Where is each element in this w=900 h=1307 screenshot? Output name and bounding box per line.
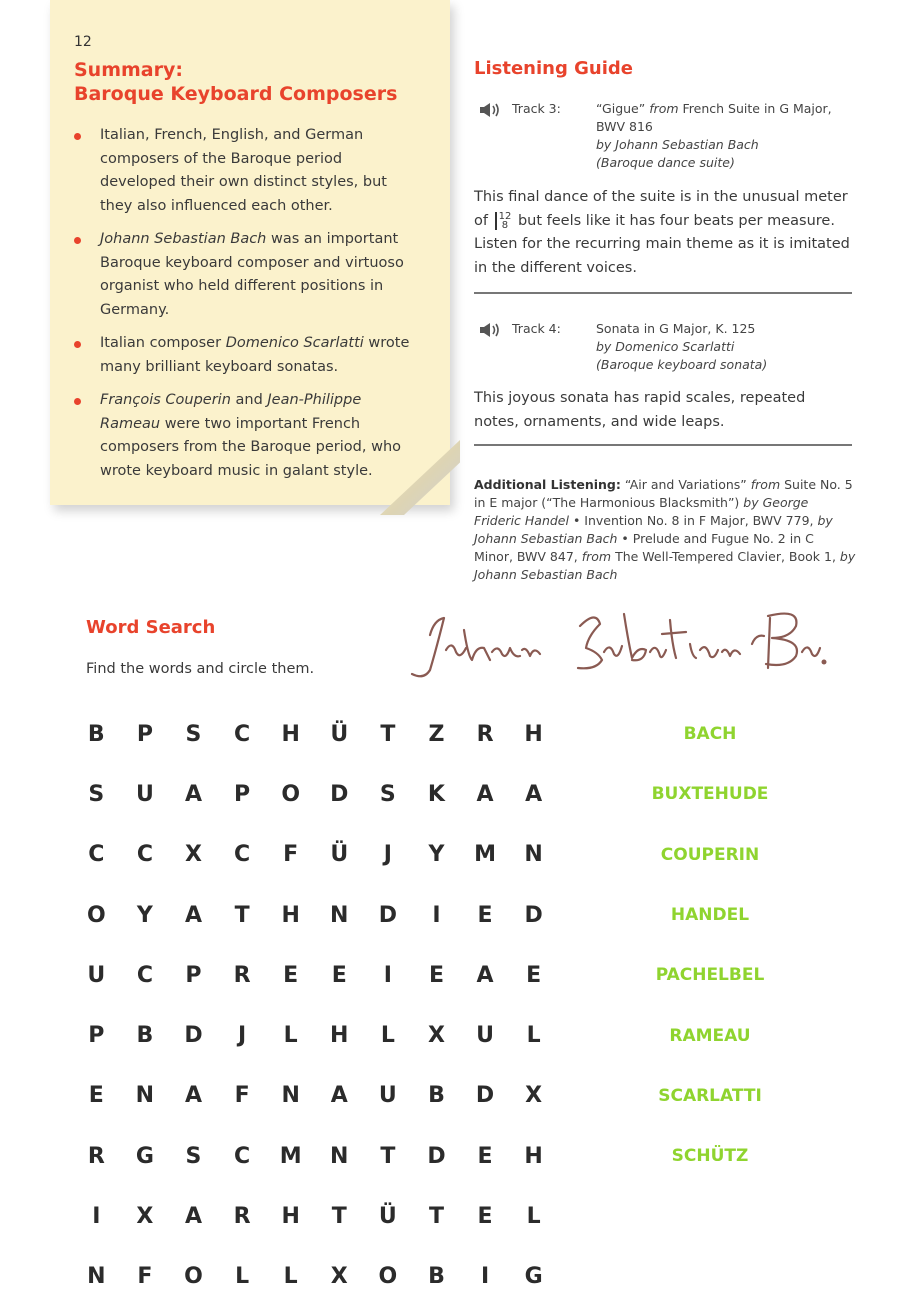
bullet-text: and [230,392,268,408]
grid-letter[interactable]: P [185,962,202,988]
track-3-info [596,100,856,172]
grid-letter[interactable]: L [283,1264,298,1290]
grid-letter[interactable]: Y [136,902,153,928]
additional-listening-text: • Invention No. 8 in F Major, BWV 779, [568,513,818,528]
word-list-item: SCHÜTZ [671,1146,749,1167]
grid-letter[interactable]: T [380,721,396,747]
summary-bullet [74,124,419,218]
grid-letter[interactable]: R [476,721,494,747]
grid-letter[interactable]: E [283,962,299,988]
grid-letter[interactable]: B [136,1023,154,1049]
word-search-instructions: Find the words and circle them. [86,661,315,677]
grid-letter[interactable]: L [283,1023,298,1049]
summary-title-line1: Summary: [74,59,183,81]
meter-bottom: 8 [501,219,509,231]
grid-letter[interactable]: Ü [330,842,349,868]
speaker-icon [480,322,502,338]
grid-letter[interactable]: N [281,1083,300,1109]
word-list-item: COUPERIN [660,844,760,865]
grid-letter[interactable]: T [331,1204,347,1230]
bullet-dot-icon [74,398,81,405]
grid-letter[interactable]: S [185,1143,202,1169]
track-3-desc-part1: This final dance of the suite is in the unusual meter of [474,189,848,229]
grid-letter[interactable]: I [480,1264,490,1290]
grid-letter[interactable]: A [330,1083,348,1109]
word-list-item: BACH [683,724,737,745]
grid-letter[interactable]: E [526,962,542,988]
bach-signature [400,590,830,690]
grid-letter[interactable]: D [427,1143,446,1169]
grid-letter[interactable]: D [330,781,349,807]
track-3-description [474,186,854,280]
grid-row [72,945,558,1005]
grid-letter[interactable]: N [524,842,543,868]
additional-listening-text: by Johann Sebastian Bach [474,549,856,582]
summary-bullet [74,389,419,483]
grid-row [72,1247,558,1307]
grid-letter[interactable]: S [185,721,202,747]
listening-guide-title: Listening Guide [474,58,633,79]
grid-letter[interactable]: C [88,842,105,868]
additional-listening-body [474,477,855,582]
grid-letter[interactable]: H [281,721,300,747]
track-3-work: French Suite in G Major, BWV 816 [596,101,832,134]
grid-letter[interactable]: G [524,1264,543,1290]
grid-letter[interactable]: I [432,902,441,928]
grid-letter[interactable]: T [380,1143,396,1169]
grid-row [72,1066,558,1126]
grid-letter[interactable]: M [279,1143,302,1169]
divider-1 [474,292,852,294]
additional-listening-text: • Prelude and Fugue No. 2 in C Minor, BWV 847, [474,531,814,564]
grid-letter[interactable]: B [87,721,105,747]
grid-letter[interactable]: L [526,1023,541,1049]
grid-letter[interactable]: C [234,842,251,868]
grid-row [72,1186,558,1246]
track-4-info [596,320,856,374]
grid-letter[interactable]: N [135,1083,155,1109]
grid-letter[interactable]: E [477,902,493,928]
grid-letter[interactable]: E [477,1143,493,1169]
grid-letter[interactable]: E [428,962,444,988]
word-list-item: PACHELBEL [655,965,765,986]
bullet-dot-icon [74,133,81,140]
grid-letter[interactable]: S [88,781,105,807]
grid-letter[interactable]: Ü [378,1204,397,1230]
grid-letter[interactable]: U [135,781,154,807]
grid-letter[interactable]: H [524,1143,543,1169]
track-4-label: Track 4: [512,321,561,336]
bullet-dot-icon [74,237,81,244]
additional-listening-text: by Johann Sebastian Bach [474,513,833,546]
grid-letter[interactable]: D [475,1083,495,1109]
grid-letter[interactable]: B [428,1264,445,1290]
grid-letter[interactable]: N [87,1264,106,1290]
grid-letter[interactable]: F [137,1264,153,1290]
grid-letter[interactable]: D [524,902,543,928]
bullet-dot-icon [74,341,81,348]
grid-letter[interactable]: D [378,902,397,928]
grid-letter[interactable]: Y [428,842,445,868]
summary-bullets [74,124,419,493]
grid-letter[interactable]: L [526,1204,541,1230]
grid-row [72,1126,558,1186]
grid-letter[interactable]: I [92,1204,101,1230]
grid-letter[interactable]: E [477,1204,493,1230]
bullet-text: was an important Baroque keyboard composer and virtuoso organist who held different positions in Germany. [100,231,404,318]
grid-letter[interactable]: O [378,1264,398,1290]
grid-letter[interactable]: S [379,781,396,807]
word-list-item: SCARLATTI [658,1085,762,1106]
grid-letter[interactable]: U [87,962,106,988]
grid-letter[interactable]: R [87,1143,105,1169]
grid-letter[interactable]: E [331,962,347,988]
bullet-text: wrote many brilliant keyboard sonatas. [100,335,410,375]
grid-letter[interactable]: R [233,962,251,988]
grid-letter[interactable]: N [330,1143,349,1169]
track-3-label: Track 3: [512,101,561,116]
word-list [620,704,800,1186]
track-3-desc-part2: but feels like it has four beats per measure. Listen for the recurring main theme as it is imitated in the different voices. [474,212,850,276]
grid-letter[interactable]: C [234,721,251,747]
grid-letter[interactable]: P [136,721,153,747]
grid-letter[interactable]: J [237,1023,247,1049]
grid-letter[interactable]: X [136,1204,154,1230]
word-list-item: HANDEL [670,905,750,926]
word-search-grid[interactable] [72,704,558,1307]
bullet-text: François Couperin [100,392,231,408]
grid-letter[interactable]: X [330,1264,348,1290]
grid-letter[interactable]: N [330,902,349,928]
track-3-genre: (Baroque dance suite) [596,155,735,170]
grid-letter[interactable]: D [184,1023,203,1049]
additional-listening [474,476,856,584]
additional-listening-text: from [750,477,781,492]
summary-bullet [74,332,419,379]
grid-letter[interactable]: K [427,781,445,807]
word-list-item: RAMEAU [669,1025,751,1046]
additional-listening-text: by George Frideric Handel [474,495,809,528]
grid-letter[interactable]: A [525,781,543,807]
grid-letter[interactable]: A [184,1083,202,1109]
grid-row [72,764,558,824]
grid-letter[interactable]: O [86,902,106,928]
grid-letter[interactable]: L [235,1264,250,1290]
grid-letter[interactable]: A [184,781,202,807]
grid-letter[interactable]: I [383,962,392,988]
grid-letter[interactable]: X [427,1023,445,1049]
grid-letter[interactable]: F [234,1083,250,1109]
grid-letter[interactable]: C [234,1143,251,1169]
word-search-title: Word Search [86,617,216,638]
track-3-composer: by Johann Sebastian Bach [596,137,759,152]
grid-letter[interactable]: H [281,1204,300,1230]
time-signature [495,212,512,230]
bullet-text: Italian composer [100,335,226,351]
track-4-description: This joyous sonata has rapid scales, repeated notes, ornaments, and wide leaps. [474,390,806,430]
grid-letter[interactable]: M [474,842,496,868]
additional-listening-label: Additional Listening: [474,477,621,492]
grid-letter[interactable]: H [524,721,543,747]
summary-bullet [74,228,419,322]
word-list-item: BUXTEHUDE [651,784,769,805]
grid-letter[interactable]: H [281,902,300,928]
grid-letter[interactable]: A [184,1204,202,1230]
grid-letter[interactable]: C [136,962,153,988]
grid-row [72,885,558,945]
grid-row [72,1005,558,1065]
grid-letter[interactable]: Z [428,721,445,747]
grid-letter[interactable]: B [428,1083,445,1109]
grid-letter[interactable]: A [476,781,494,807]
grid-row [72,704,558,764]
grid-letter[interactable]: L [380,1023,395,1049]
grid-letter[interactable]: U [476,1023,494,1049]
track-3-from: from [645,101,683,116]
track-4-genre: (Baroque keyboard sonata) [596,357,768,372]
bullet-text: Domenico Scarlatti [225,335,364,351]
summary-title-line2: Baroque Keyboard Composers [74,83,398,105]
grid-letter[interactable]: P [88,1023,105,1049]
grid-letter[interactable]: G [135,1143,154,1169]
speaker-icon [480,102,502,118]
grid-letter[interactable]: F [283,842,299,868]
grid-letter[interactable]: T [234,902,250,928]
track-4 [476,320,856,376]
divider-2 [474,444,852,446]
grid-letter[interactable]: P [234,781,251,807]
additional-listening-text: “Air and Variations” [620,477,751,492]
grid-letter[interactable]: Ü [330,721,349,747]
additional-listening-text: from [581,549,612,564]
grid-letter[interactable]: E [88,1083,104,1109]
bullet-text: Italian, French, English, and German composers of the Baroque period developed their own distinct styles, but they also influenced each other. [100,127,387,214]
track-3 [476,100,856,172]
grid-letter[interactable]: J [383,842,392,868]
meter-top: 12 [498,210,512,222]
grid-letter[interactable]: O [281,781,301,807]
grid-letter[interactable]: H [330,1023,349,1049]
bullet-text: Jean-Philippe Rameau [100,392,362,432]
grid-letter[interactable]: C [136,842,153,868]
grid-letter[interactable]: U [378,1083,397,1109]
bullet-text: Johann Sebastian Bach [100,231,267,247]
bullet-text: were two important French composers from the Baroque period, who wrote keyboard music in galant style. [100,415,402,479]
page-number: 12 [74,34,92,50]
additional-listening-text: The Well-Tempered Clavier, Book 1, [611,549,840,564]
summary-title [74,58,397,106]
additional-listening-text: Suite No. 5 in E major (“The Harmonious Blacksmith”) [474,477,853,510]
grid-letter[interactable]: X [185,842,202,868]
grid-row [72,825,558,885]
grid-letter[interactable]: R [233,1204,251,1230]
track-4-composer: by Domenico Scarlatti [596,339,735,354]
track-3-title: “Gigue” [596,101,646,116]
grid-letter[interactable]: T [428,1204,444,1230]
grid-letter[interactable]: O [184,1264,203,1290]
grid-letter[interactable]: A [476,962,494,988]
track-4-work: Sonata in G Major, K. 125 [596,321,756,336]
grid-letter[interactable]: X [525,1083,543,1109]
grid-letter[interactable]: A [184,902,202,928]
